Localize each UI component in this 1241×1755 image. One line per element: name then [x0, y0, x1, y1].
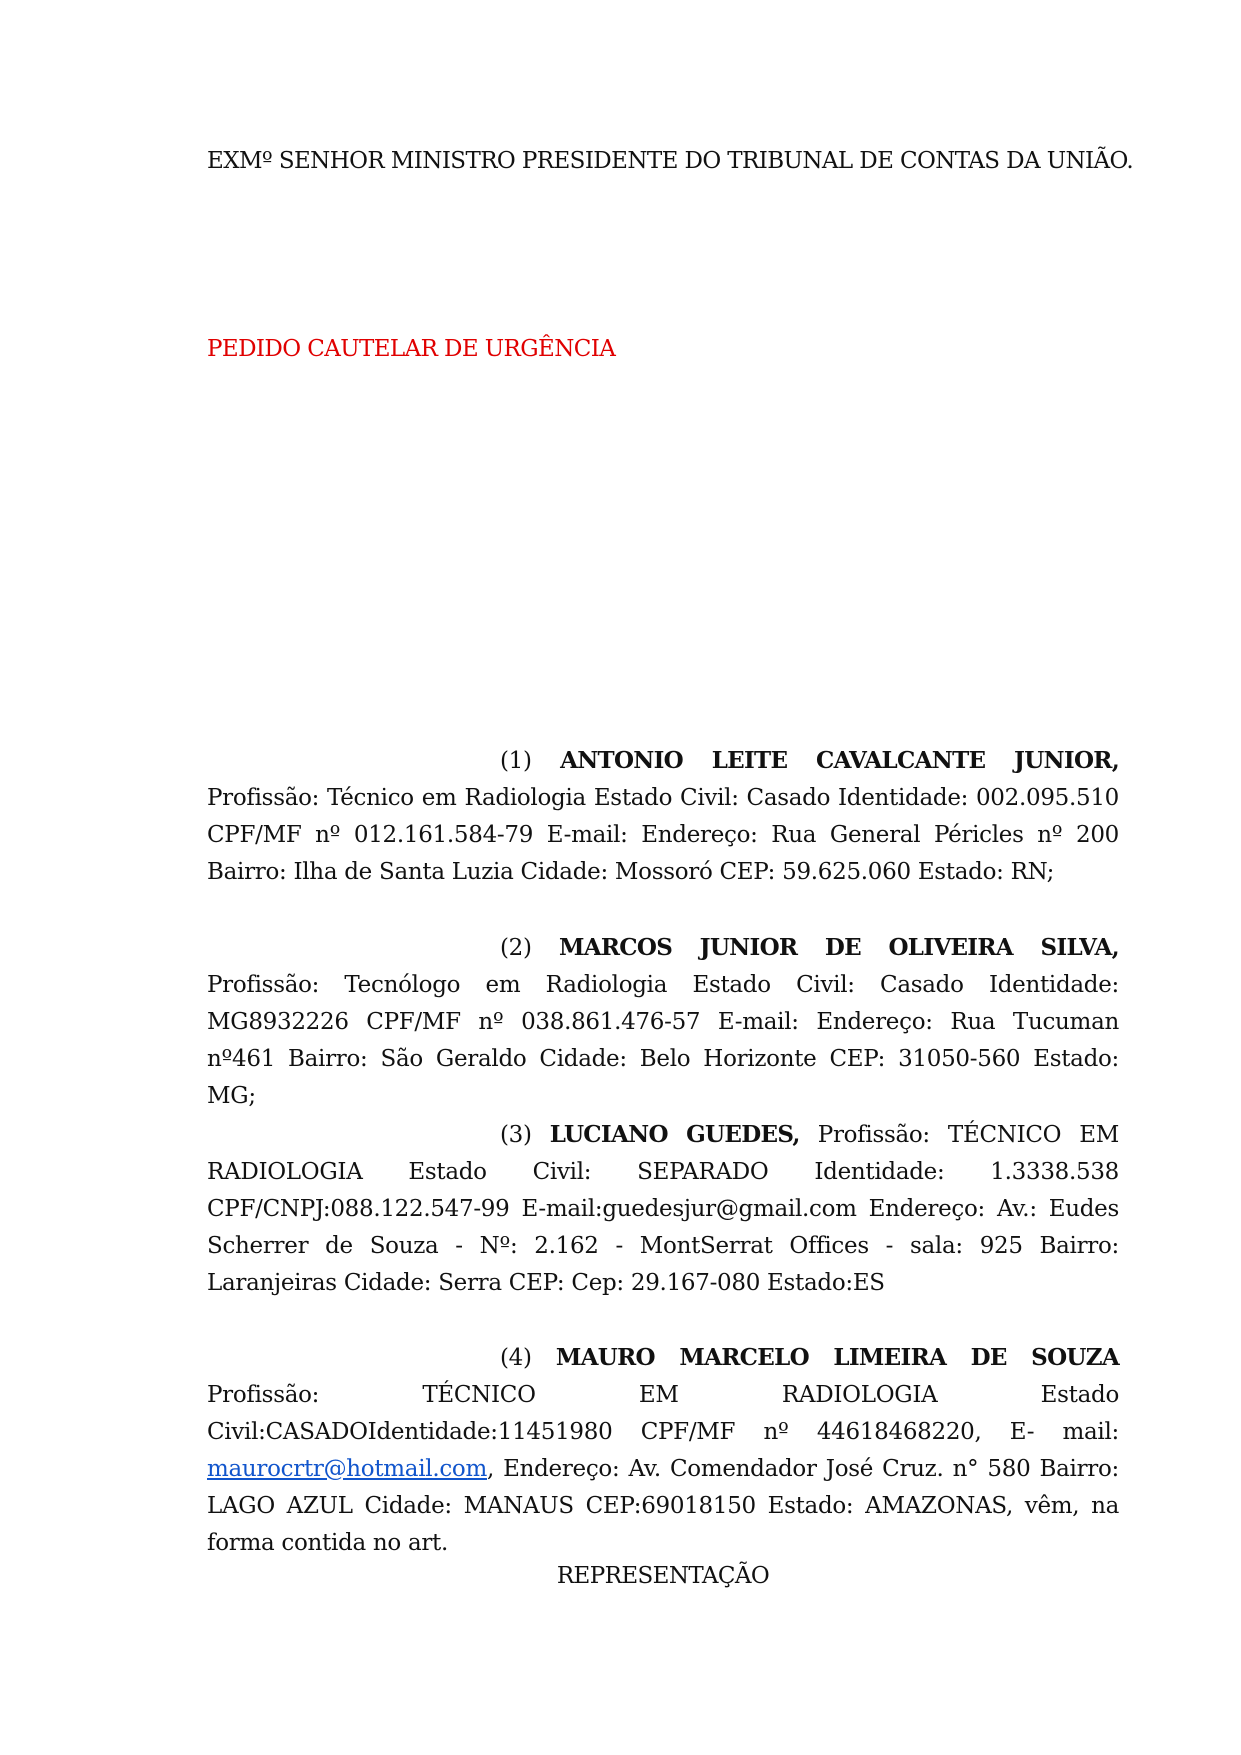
party-paragraph	[207, 742, 1119, 891]
party-details: Profissão: Tecnólogo em Radiologia Estado Civil: Casado Identidade: MG8932226 CPF/MF nº 038.861.476-57 E-mail: Endereço: Rua Tucuman nº461 Bairro: São Geraldo Cidade: Belo Horizonte CEP: 31050-560 Estado: MG;	[207, 972, 1119, 1109]
email-link[interactable]: maurocrtr@hotmail.com	[207, 1456, 487, 1482]
party-details: Profissão: TÉCNICO EM RADIOLOGIA Estado Civil:CASADOIdentidade:11451980 CPF/MF nº 44618468220, E- mail:	[207, 1382, 1119, 1445]
party-details-continued: , Endereço: Av. Comendador José Cruz. n° 580 Bairro: LAGO AZUL Cidade: MANAUS CEP:69018150 Estado: AMAZONAS, vêm, na forma contida no art.	[207, 1456, 1119, 1556]
party-number: (4)	[500, 1345, 532, 1371]
party-details: Profissão: Técnico em Radiologia Estado Civil: Casado Identidade: 002.095.510 CPF/MF nº 012.161.584-79 E-mail: Endereço: Rua General Péricles nº 200 Bairro: Ilha de Santa Luzia Cidade: Mossoró CEP: 59.625.060 Estado: RN;	[207, 785, 1119, 885]
party-number: (2)	[500, 935, 532, 961]
party-name: MARCOS JUNIOR DE OLIVEIRA SILVA,	[558, 934, 1119, 961]
party-number: (3)	[500, 1122, 532, 1148]
section-title: REPRESENTAÇÃO	[556, 1563, 770, 1589]
party-number: (1)	[500, 748, 532, 774]
request-title: PEDIDO CAUTELAR DE URGÊNCIA	[207, 336, 616, 362]
party-paragraph	[207, 1339, 1119, 1562]
addressee-heading: EXMº SENHOR MINISTRO PRESIDENTE DO TRIBUNAL DE CONTAS DA UNIÃO.	[207, 148, 1134, 174]
party-name: LUCIANO GUEDES,	[549, 1121, 800, 1148]
party-name: MAURO MARCELO LIMEIRA DE SOUZA	[555, 1344, 1119, 1371]
party-paragraph	[207, 1116, 1119, 1302]
party-details: Profissão: TÉCNICO EM RADIOLOGIA Estado Civil: SEPARADO Identidade: 1.3338.538 CPF/CNPJ:088.122.547-99 E-mail:guedesjur@gmail.com Endereço: Av.: Eudes Scherrer de Souza - Nº: 2.162 - MontSerrat Offices - sala: 925 Bairro: Laranjeiras Cidade: Serra CEP: Cep: 29.167-080 Estado:ES	[207, 1122, 1119, 1296]
party-name: ANTONIO LEITE CAVALCANTE JUNIOR,	[560, 747, 1119, 774]
party-paragraph	[207, 929, 1119, 1115]
document-page	[207, 0, 1134, 1755]
